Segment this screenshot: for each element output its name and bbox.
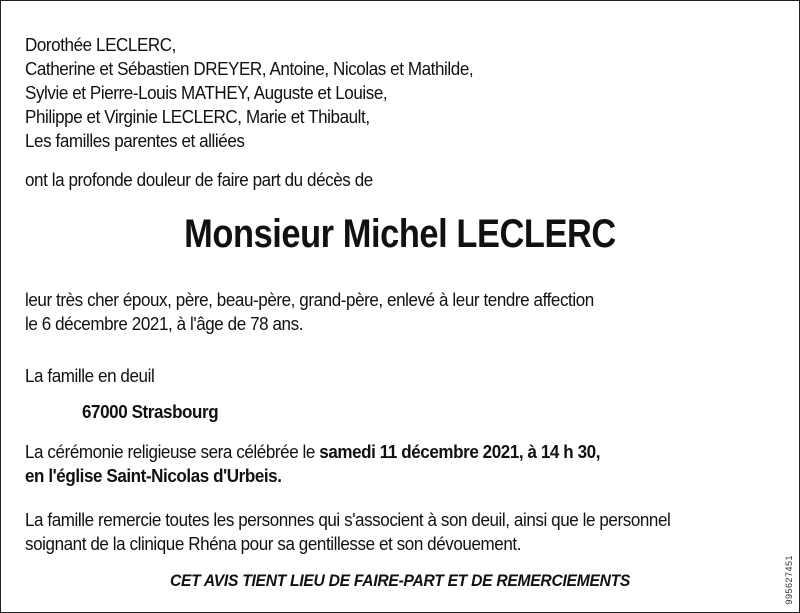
family-line: Philippe et Virginie LECLERC, Marie et Thibault, (25, 106, 370, 127)
thanks-line: La famille remercie toutes les personnes qui s'associent à son deuil, ainsi que le personnel (25, 509, 671, 530)
thanks (25, 508, 670, 556)
family-line: Catherine et Sébastien DREYER, Antoine, Nicolas et Mathilde, (25, 58, 474, 79)
family-list (25, 33, 473, 153)
family-line: Dorothée LECLERC, (25, 34, 176, 55)
thanks-line: soignant de la clinique Rhéna pour sa gentillesse et son dévouement. (25, 533, 522, 554)
family-line: Sylvie et Pierre-Louis MATHEY, Auguste et Louise, (25, 82, 388, 103)
footer-notice: CET AVIS TIENT LIEU DE FAIRE-PART ET DE REMERCIEMENTS (169, 571, 631, 590)
description (25, 288, 594, 336)
ceremony-date-time: samedi 11 décembre 2021, à 14 h 30, (319, 441, 601, 462)
ceremony-place: en l'église Saint-Nicolas d'Urbeis. (25, 465, 282, 486)
description-line: le 6 décembre 2021, à l'âge de 78 ans. (25, 313, 304, 334)
family-line: Les familles parentes et alliées (25, 130, 245, 151)
ceremony-intro: La cérémonie religieuse sera célébrée le (25, 441, 320, 462)
description-line: leur très cher époux, père, beau-père, grand-père, enlevé à leur tendre affection (25, 289, 594, 310)
ceremony-info (25, 440, 600, 488)
reference-number: 995627451 (784, 555, 794, 605)
deceased-name: Monsieur Michel LECLERC (184, 212, 616, 256)
announcement-text: ont la profonde douleur de faire part du décès de (25, 169, 373, 190)
family-mourning: La famille en deuil (25, 365, 155, 386)
address: 67000 Strasbourg (82, 401, 219, 422)
